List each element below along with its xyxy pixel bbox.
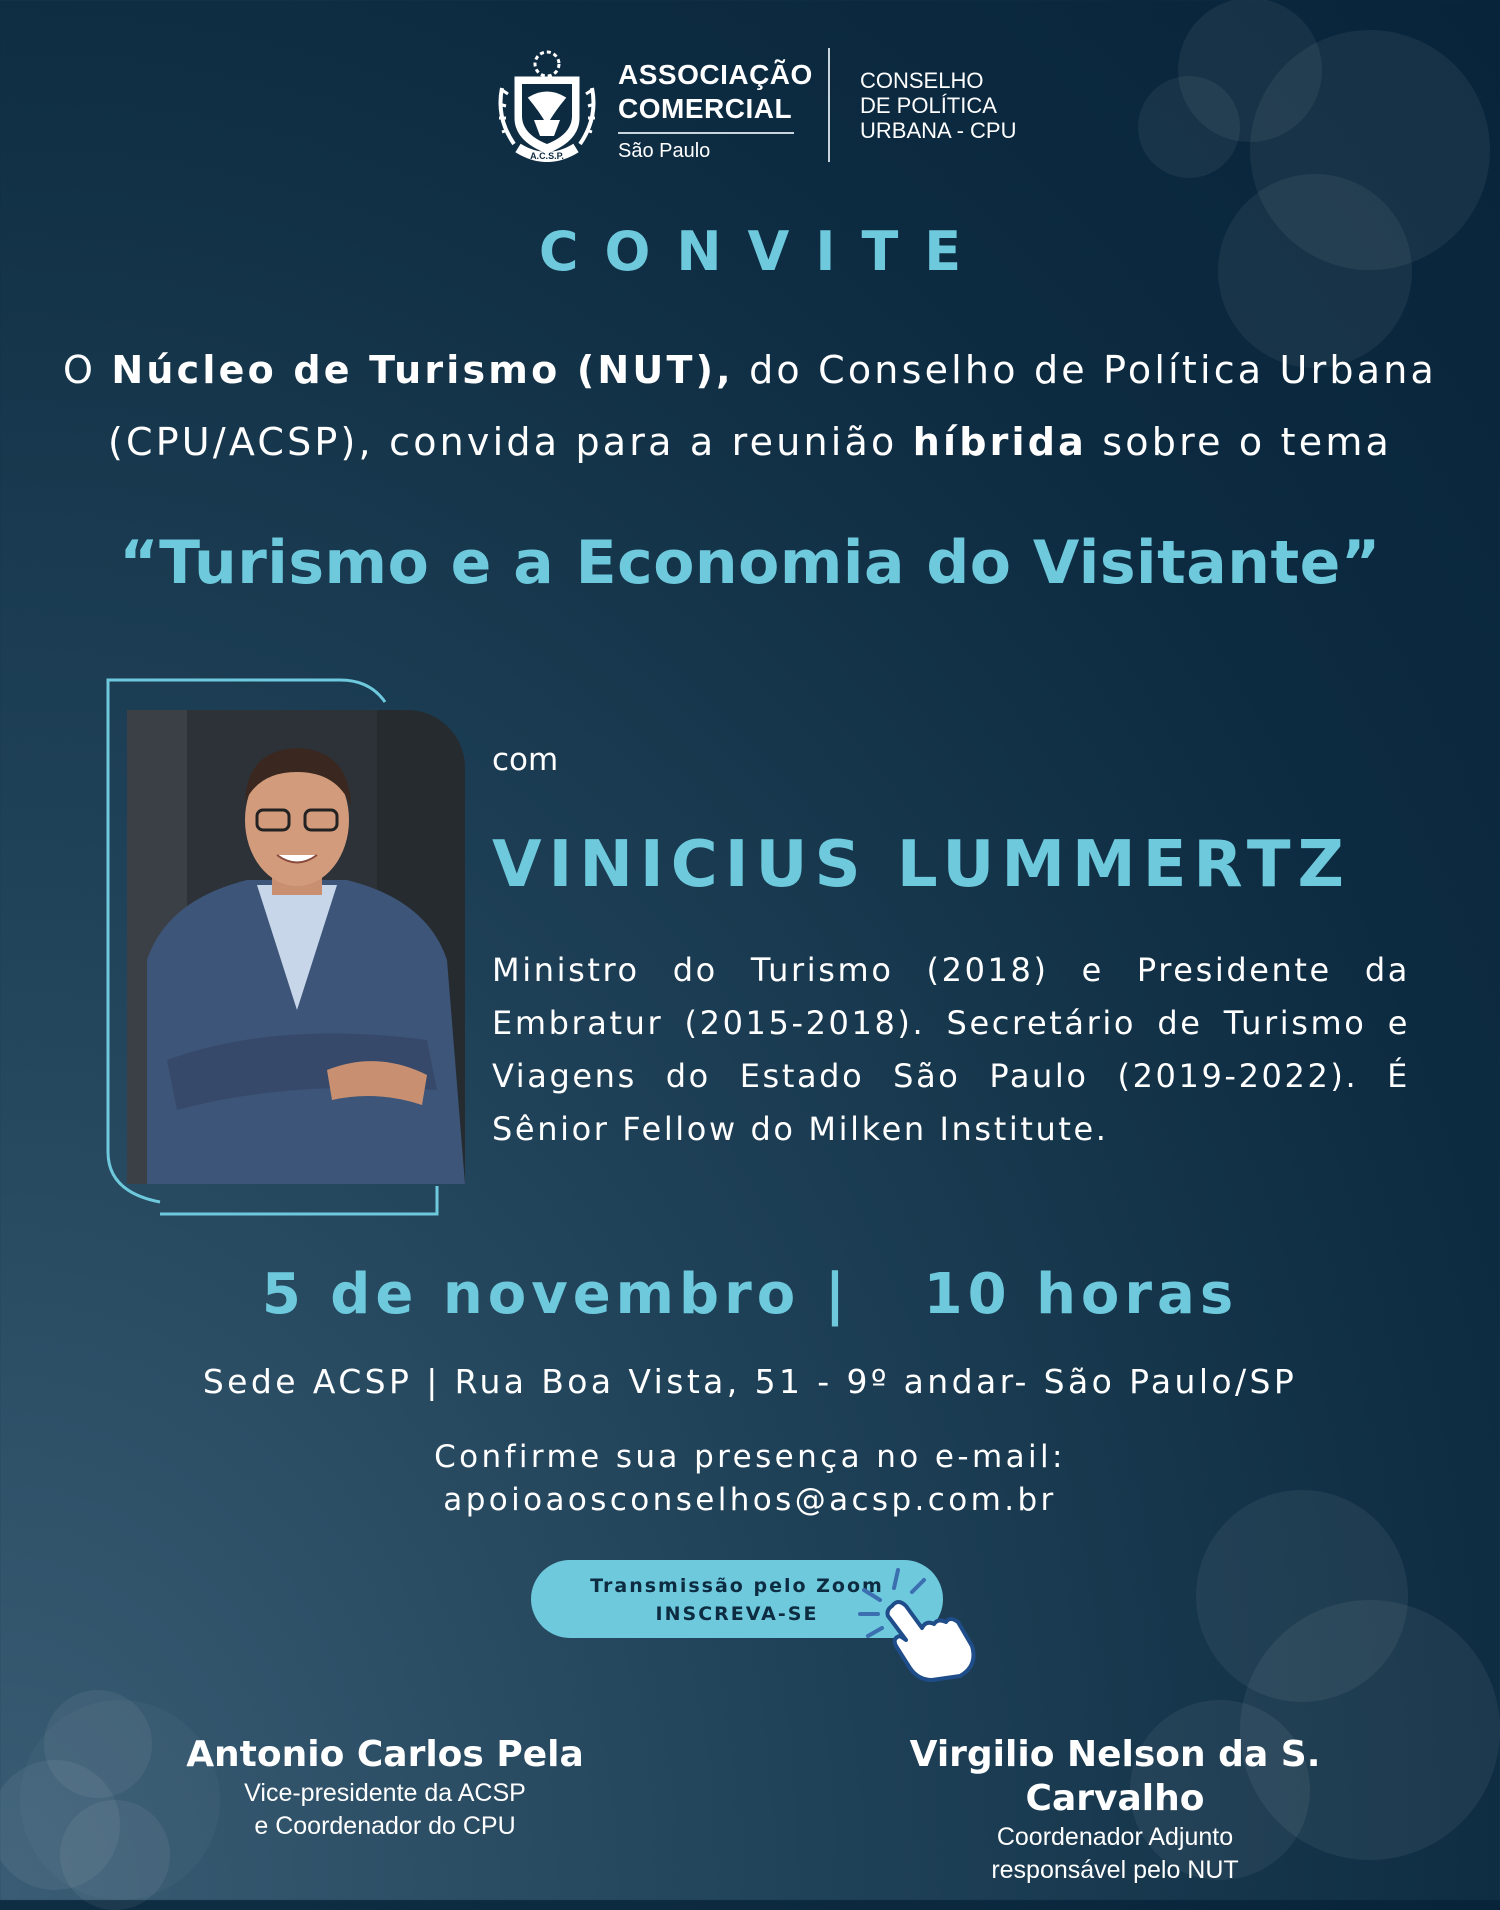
rsvp-email[interactable]: apoioaosconselhos@acsp.com.br xyxy=(443,1482,1057,1518)
signature-right xyxy=(820,1733,1410,1887)
pointing-hand-icon xyxy=(852,1562,982,1682)
intro-text-2: do Conselho de Política Urbana (CPU/ACSP), convida para a reunião xyxy=(107,348,1437,464)
intro-bold-1: Núcleo de Turismo (NUT), xyxy=(111,348,734,392)
intro-paragraph xyxy=(50,334,1450,478)
org-city: São Paulo xyxy=(618,140,711,162)
intro-text-3: sobre o tema xyxy=(1087,420,1393,464)
council-name xyxy=(860,68,1016,143)
event-date-time: 5 de novembro | 10 horas xyxy=(261,1262,1239,1327)
org-name-line2: COMERCIAL xyxy=(618,93,793,124)
speaker-bio: Ministro do Turismo (2018) e Presidente da Embratur (2015-2018). Secretário de Turismo e Viagens do Estado São Paulo (2019-2022). É Sênior Fellow do Milken Institute. xyxy=(492,951,1410,1148)
event-address: Sede ACSP | Rua Boa Vista, 51 - 9º andar- São Paulo/SP xyxy=(202,1362,1298,1401)
invitation-title: CONVITE xyxy=(538,220,988,283)
acsp-wordmark xyxy=(618,58,813,163)
logo-divider xyxy=(618,132,794,134)
signatory-role-line1: Vice-presidente da ACSP xyxy=(244,1779,526,1807)
decorative-bubble xyxy=(1138,76,1240,178)
signatory-role-line2: e Coordenador do CPU xyxy=(254,1812,516,1840)
intro-bold-2: híbrida xyxy=(912,420,1088,464)
org-name-line1: ASSOCIAÇÃO xyxy=(618,59,813,90)
council-line1: CONSELHO xyxy=(860,68,984,93)
intro-text-1: O xyxy=(63,348,112,392)
signatory-role-line2: responsável pelo NUT xyxy=(991,1856,1239,1884)
rsvp-info xyxy=(0,1436,1500,1522)
meeting-topic: “Turismo e a Economia do Visitante” xyxy=(119,528,1381,598)
zoom-button-line1: Transmissão pelo Zoom xyxy=(590,1575,884,1597)
speaker-prefix: com xyxy=(492,742,559,778)
signatory-name: Antonio Carlos Pela xyxy=(186,1734,584,1775)
seal-text: A.C.S.P. xyxy=(530,151,564,161)
signatory-name: Virgilio Nelson da S. Carvalho xyxy=(909,1734,1321,1819)
zoom-button-line2: INSCREVA-SE xyxy=(655,1603,819,1625)
header-separator xyxy=(828,48,830,162)
signatory-role-line1: Coordenador Adjunto xyxy=(996,1823,1234,1851)
signature-left xyxy=(150,1733,620,1843)
speaker-name: VINICIUS LUMMERTZ xyxy=(492,828,1351,902)
council-line2: DE POLÍTICA xyxy=(860,93,997,118)
speaker-photo xyxy=(127,710,465,1184)
acsp-seal-logo xyxy=(494,48,600,162)
council-line3: URBANA - CPU xyxy=(860,118,1017,143)
rsvp-label: Confirme sua presença no e-mail: xyxy=(434,1439,1066,1475)
